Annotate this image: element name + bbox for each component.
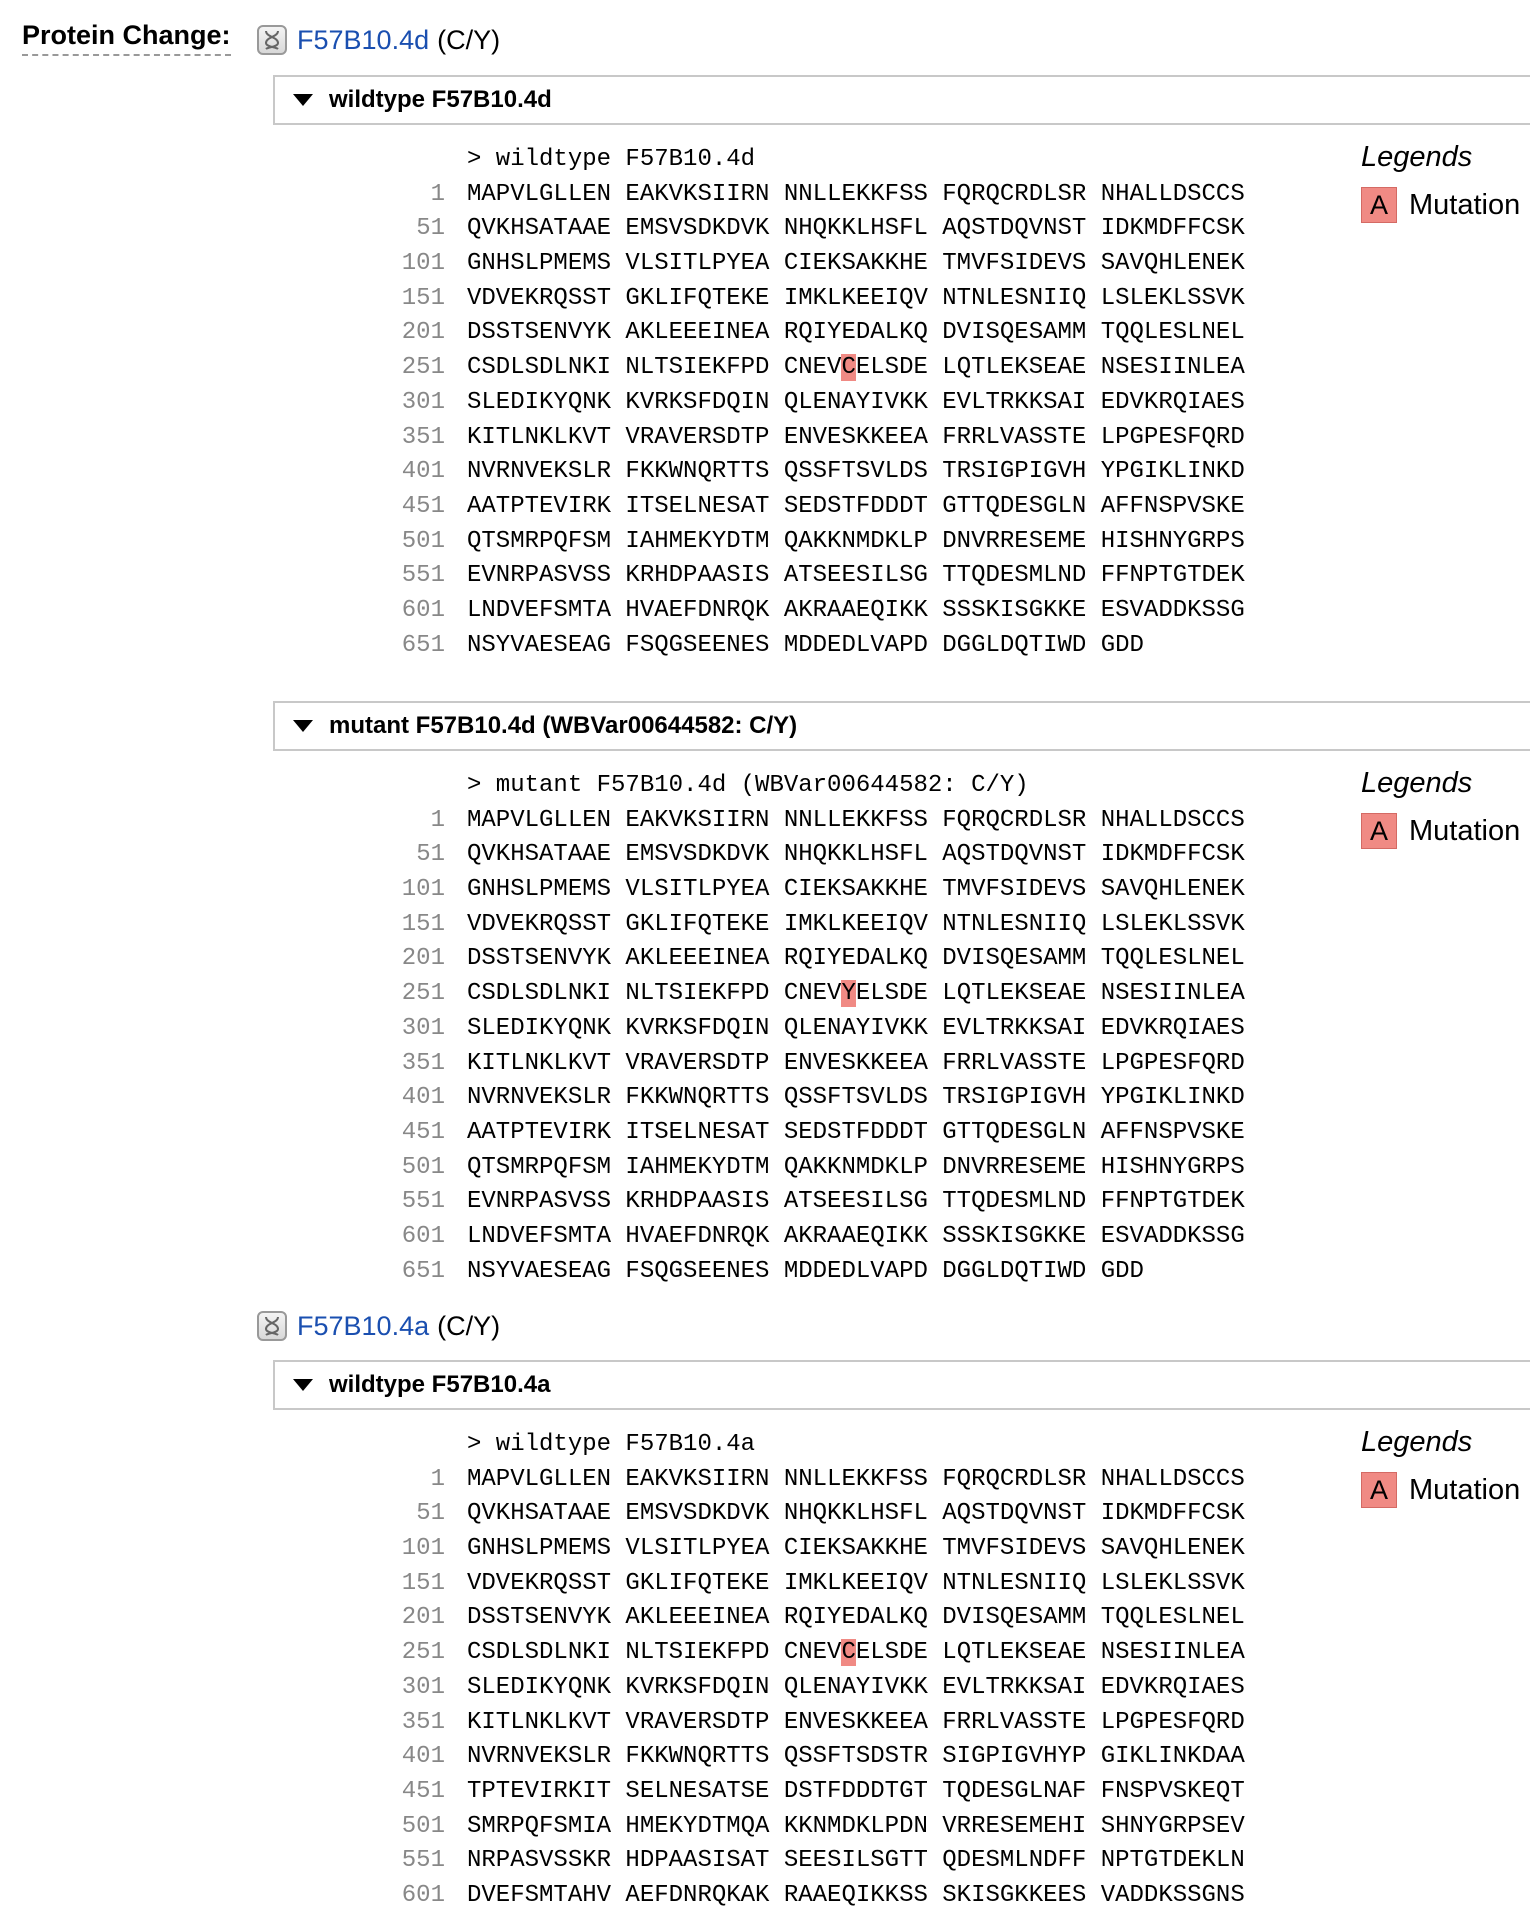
mutation-highlight: C: [841, 1639, 856, 1667]
residue-sequence: CSDLSDLNKI NLTSIEKFPD CNEVCELSDE LQTLEKSEAE NSESIINLEA: [467, 354, 1245, 382]
legend-title: Legends: [1361, 767, 1473, 799]
legend-label: Mutation: [1409, 814, 1521, 847]
residue-sequence: NVRNVEKSLR FKKWNQRTTS QSSFTSVLDS TRSIGPIGVH YPGIKLINKD: [467, 458, 1245, 486]
residue-number: 501: [401, 527, 445, 555]
gene-row-f57b10-4a: [257, 1306, 500, 1346]
residue-sequence: DSSTSENVYK AKLEEEINEA RQIYEDALKQ DVISQESAMM TQQLESLNEL: [467, 1604, 1245, 1632]
residue-number: 501: [401, 1812, 445, 1840]
sequence-row: [375, 1220, 1245, 1255]
residue-number: 301: [401, 388, 445, 416]
residue-number: 401: [401, 1743, 445, 1771]
gene-change: (C/Y): [437, 24, 501, 55]
sequence-row: [375, 1532, 1245, 1567]
legend-label: Mutation: [1409, 188, 1521, 221]
residue-number: 351: [401, 1049, 445, 1077]
residue-sequence: DSSTSENVYK AKLEEEINEA RQIYEDALKQ DVISQESAMM TQQLESLNEL: [467, 319, 1245, 347]
mutation-highlight: C: [841, 354, 856, 382]
residue-number: 451: [401, 492, 445, 520]
mutation-swatch: A: [1361, 813, 1397, 849]
sequence-row: [375, 1601, 1245, 1636]
sequence-row: [375, 1255, 1245, 1290]
sequence-row: [375, 1636, 1245, 1671]
residue-number: 151: [401, 910, 445, 938]
residue-sequence: AATPTEVIRK ITSELNESAT SEDSTFDDDT GTTQDESGLN AFFNSPVSKE: [467, 492, 1245, 520]
residue-sequence: QVKHSATAAE EMSVSDKDVK NHQKKLHSFL AQSTDQVNST IDKMDFFCSK: [467, 841, 1245, 869]
collapse-triangle-icon[interactable]: [293, 94, 313, 106]
sequence-row: [375, 1012, 1245, 1047]
fasta-header: > wildtype F57B10.4a: [467, 1431, 756, 1458]
residue-number: 251: [401, 980, 445, 1008]
residue-number: 401: [401, 1084, 445, 1112]
collapse-triangle-icon[interactable]: [293, 1379, 313, 1391]
residue-number: 601: [401, 1881, 445, 1909]
protein-change-label: Protein Change:: [22, 18, 231, 56]
residue-sequence: NVRNVEKSLR FKKWNQRTTS QSSFTSDSTR SIGPIGVHYP GIKLINKDAA: [467, 1743, 1245, 1771]
residue-sequence: QTSMRPQFSM IAHMEKYDTM QAKKNMDKLP DNVRRESEME HISHNYGRPS: [467, 527, 1245, 555]
panel-header-wildtype-4d[interactable]: [273, 75, 1530, 125]
panel-header-mutant-4d[interactable]: [273, 701, 1530, 751]
residue-number: 51: [416, 841, 445, 869]
residue-sequence: KITLNKLKVT VRAVERSDTP ENVESKKEEA FRRLVASSTE LPGPESFQRD: [467, 423, 1245, 451]
residue-number: 251: [401, 354, 445, 382]
residue-sequence: QVKHSATAAE EMSVSDKDVK NHQKKLHSFL AQSTDQVNST IDKMDFFCSK: [467, 1500, 1245, 1528]
legend-title: Legends: [1361, 1426, 1473, 1458]
mutation-swatch: A: [1361, 1472, 1397, 1508]
sequence-row: [375, 1775, 1245, 1810]
legend-title: Legends: [1361, 141, 1473, 173]
residue-sequence: NSYVAESEAG FSQGSEENES MDDEDLVAPD DGGLDQTIWD GDD: [467, 1257, 1144, 1285]
residue-sequence: NSYVAESEAG FSQGSEENES MDDEDLVAPD DGGLDQTIWD GDD: [467, 631, 1144, 659]
mutation-swatch: A: [1361, 187, 1397, 223]
sequence-row: [375, 908, 1245, 943]
gene-link-f57b10-4a[interactable]: F57B10.4a: [297, 1310, 430, 1341]
dna-icon[interactable]: [257, 25, 287, 55]
residue-sequence: GNHSLPMEMS VLSITLPYEA CIEKSAKKHE TMVFSIDEVS SAVQHLENEK: [467, 1535, 1245, 1563]
mutation-highlight: Y: [841, 980, 856, 1008]
residue-number: 301: [401, 1673, 445, 1701]
residue-number: 351: [401, 423, 445, 451]
sequence-row: [375, 1706, 1245, 1741]
residue-sequence: LNDVEFSMTA HVAEFDNRQK AKRAAEQIKK SSSKISGKKE ESVADDKSSG: [467, 1222, 1245, 1250]
residue-number: 151: [401, 1569, 445, 1597]
residue-number: 551: [401, 1188, 445, 1216]
sequence-row: [375, 1081, 1245, 1116]
residue-number: 551: [401, 1847, 445, 1875]
sequence-row: [375, 316, 1245, 351]
sequence-row: [375, 873, 1245, 908]
sequence-row: [375, 421, 1245, 456]
residue-number: 601: [401, 1222, 445, 1250]
sequence-row: [375, 1463, 1245, 1498]
residue-number: 1: [430, 806, 445, 834]
sequence-row: [375, 525, 1245, 560]
sequence-row: [375, 1740, 1245, 1775]
residue-number: 101: [401, 250, 445, 278]
sequence-row: [375, 1116, 1245, 1151]
residue-sequence: MAPVLGLLEN EAKVKSIIRN NNLLEKKFSS FQRQCRDLSR NHALLDSCCS: [467, 806, 1245, 834]
residue-sequence: NVRNVEKSLR FKKWNQRTTS QSSFTSVLDS TRSIGPIGVH YPGIKLINKD: [467, 1084, 1245, 1112]
sequence-row: [375, 1671, 1245, 1706]
sequence-row: [375, 629, 1245, 664]
panel-header-wildtype-4a[interactable]: [273, 1360, 1530, 1410]
sequence-row: [375, 282, 1245, 317]
residue-sequence: MAPVLGLLEN EAKVKSIIRN NNLLEKKFSS FQRQCRDLSR NHALLDSCCS: [467, 1465, 1245, 1493]
sequence-block-mutant-4d: [375, 769, 1245, 1289]
panel-title: mutant F57B10.4d (WBVar00644582: C/Y): [329, 712, 798, 739]
residue-sequence: LNDVEFSMTA HVAEFDNRQK AKRAAEQIKK SSSKISGKKE ESVADDKSSG: [467, 596, 1245, 624]
residue-sequence: VDVEKRQSST GKLIFQTEKE IMKLKEEIQV NTNLESNIIQ LSLEKLSSVK: [467, 284, 1245, 312]
residue-number: 201: [401, 945, 445, 973]
dna-icon[interactable]: [257, 1311, 287, 1341]
sequence-row: [375, 838, 1245, 873]
sequence-row: [375, 559, 1245, 594]
sequence-row: [375, 212, 1245, 247]
panel-title: wildtype F57B10.4d: [329, 86, 552, 113]
residue-sequence: MAPVLGLLEN EAKVKSIIRN NNLLEKKFSS FQRQCRDLSR NHALLDSCCS: [467, 180, 1245, 208]
residue-sequence: EVNRPASVSS KRHDPAASIS ATSEESILSG TTQDESMLND FFNPTGTDEK: [467, 1188, 1245, 1216]
sequence-row: [375, 1185, 1245, 1220]
panel-title: wildtype F57B10.4a: [329, 1371, 551, 1398]
residue-sequence: GNHSLPMEMS VLSITLPYEA CIEKSAKKHE TMVFSIDEVS SAVQHLENEK: [467, 250, 1245, 278]
sequence-row: [375, 247, 1245, 282]
sequence-row: [375, 1567, 1245, 1602]
sequence-row: [375, 1879, 1245, 1914]
residue-number: 651: [401, 1257, 445, 1285]
residue-sequence: NRPASVSSKR HDPAASISAT SEESILSGTT QDESMLNDFF NPTGTDEKLN: [467, 1847, 1245, 1875]
gene-change: (C/Y): [437, 1310, 501, 1341]
residue-sequence: QVKHSATAAE EMSVSDKDVK NHQKKLHSFL AQSTDQVNST IDKMDFFCSK: [467, 215, 1245, 243]
residue-sequence: SLEDIKYQNK KVRKSFDQIN QLENAYIVKK EVLTRKKSAI EDVKRQIAES: [467, 388, 1245, 416]
fasta-header: > wildtype F57B10.4d: [467, 146, 756, 173]
sequence-row: [375, 594, 1245, 629]
residue-number: 51: [416, 1500, 445, 1528]
legend-item-mutation: [1361, 187, 1520, 223]
sequence-row: [375, 178, 1245, 213]
sequence-row: [375, 1151, 1245, 1186]
legend-label: Mutation: [1409, 1473, 1521, 1506]
residue-sequence: AATPTEVIRK ITSELNESAT SEDSTFDDDT GTTQDESGLN AFFNSPVSKE: [467, 1118, 1245, 1146]
residue-number: 1: [430, 1465, 445, 1493]
fasta-header: > mutant F57B10.4d (WBVar00644582: C/Y): [467, 772, 1029, 799]
sequence-row: [375, 977, 1245, 1012]
sequence-row: [375, 1810, 1245, 1845]
residue-number: 201: [401, 319, 445, 347]
residue-number: 551: [401, 562, 445, 590]
residue-number: 1: [430, 180, 445, 208]
residue-number: 101: [401, 876, 445, 904]
residue-sequence: SMRPQFSMIA HMEKYDTMQA KKNMDKLPDN VRRESEMEHI SHNYGRPSEV: [467, 1812, 1245, 1840]
collapse-triangle-icon[interactable]: [293, 720, 313, 732]
residue-number: 101: [401, 1535, 445, 1563]
residue-number: 601: [401, 596, 445, 624]
sequence-row: [375, 351, 1245, 386]
sequence-row: [375, 386, 1245, 421]
residue-sequence: DVEFSMTAHV AEFDNRQKAK RAAEQIKKSS SKISGKKEES VADDKSSGNS: [467, 1881, 1245, 1909]
residue-number: 151: [401, 284, 445, 312]
sequence-row: [375, 1844, 1245, 1879]
residue-number: 301: [401, 1014, 445, 1042]
residue-sequence: TPTEVIRKIT SELNESATSE DSTFDDDTGT TQDESGLNAF FNSPVSKEQT: [467, 1777, 1245, 1805]
residue-number: 251: [401, 1639, 445, 1667]
residue-number: 501: [401, 1153, 445, 1181]
residue-sequence: CSDLSDLNKI NLTSIEKFPD CNEVYELSDE LQTLEKSEAE NSESIINLEA: [467, 980, 1245, 1008]
residue-number: 51: [416, 215, 445, 243]
residue-number: 651: [401, 631, 445, 659]
residue-sequence: SLEDIKYQNK KVRKSFDQIN QLENAYIVKK EVLTRKKSAI EDVKRQIAES: [467, 1014, 1245, 1042]
residue-sequence: EVNRPASVSS KRHDPAASIS ATSEESILSG TTQDESMLND FFNPTGTDEK: [467, 562, 1245, 590]
residue-number: 351: [401, 1708, 445, 1736]
sequence-row: [375, 1047, 1245, 1082]
residue-sequence: SLEDIKYQNK KVRKSFDQIN QLENAYIVKK EVLTRKKSAI EDVKRQIAES: [467, 1673, 1245, 1701]
sequence-row: [375, 942, 1245, 977]
sequence-row: [375, 804, 1245, 839]
gene-link-f57b10-4d[interactable]: F57B10.4d: [297, 24, 430, 55]
residue-number: 451: [401, 1777, 445, 1805]
sequence-row: [375, 455, 1245, 490]
legend-item-mutation: [1361, 1472, 1520, 1508]
residue-sequence: KITLNKLKVT VRAVERSDTP ENVESKKEEA FRRLVASSTE LPGPESFQRD: [467, 1708, 1245, 1736]
sequence-block-wildtype-4d: [375, 143, 1245, 663]
gene-row-f57b10-4d: [257, 20, 500, 60]
residue-number: 401: [401, 458, 445, 486]
residue-sequence: DSSTSENVYK AKLEEEINEA RQIYEDALKQ DVISQESAMM TQQLESLNEL: [467, 945, 1245, 973]
residue-sequence: KITLNKLKVT VRAVERSDTP ENVESKKEEA FRRLVASSTE LPGPESFQRD: [467, 1049, 1245, 1077]
sequence-row: [375, 490, 1245, 525]
residue-sequence: VDVEKRQSST GKLIFQTEKE IMKLKEEIQV NTNLESNIIQ LSLEKLSSVK: [467, 1569, 1245, 1597]
legend-item-mutation: [1361, 813, 1520, 849]
residue-sequence: GNHSLPMEMS VLSITLPYEA CIEKSAKKHE TMVFSIDEVS SAVQHLENEK: [467, 876, 1245, 904]
sequence-row: [375, 1497, 1245, 1532]
residue-sequence: VDVEKRQSST GKLIFQTEKE IMKLKEEIQV NTNLESNIIQ LSLEKLSSVK: [467, 910, 1245, 938]
residue-sequence: CSDLSDLNKI NLTSIEKFPD CNEVCELSDE LQTLEKSEAE NSESIINLEA: [467, 1639, 1245, 1667]
sequence-block-wildtype-4a: [375, 1428, 1245, 1914]
residue-number: 201: [401, 1604, 445, 1632]
residue-number: 451: [401, 1118, 445, 1146]
residue-sequence: QTSMRPQFSM IAHMEKYDTM QAKKNMDKLP DNVRRESEME HISHNYGRPS: [467, 1153, 1245, 1181]
